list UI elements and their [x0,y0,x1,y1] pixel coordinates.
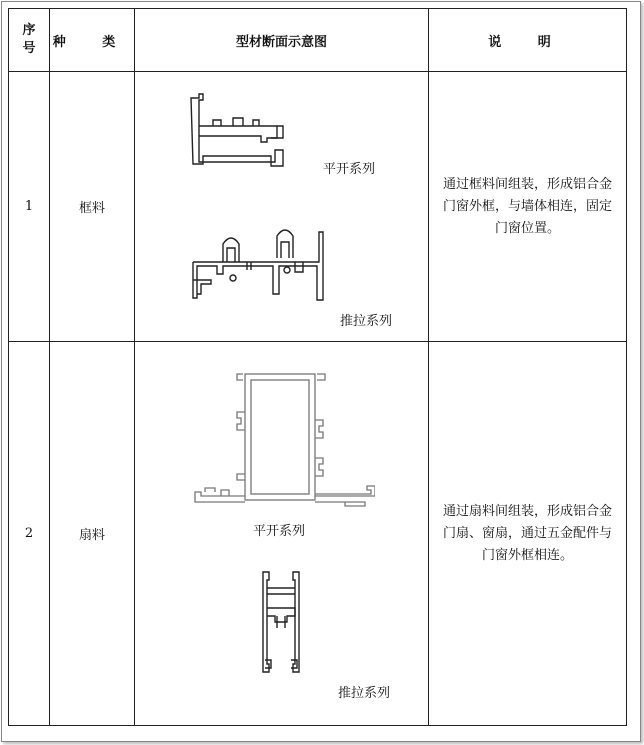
header-seq-line1: 序 [22,23,36,38]
header-row [9,9,627,72]
note-text [429,174,626,240]
row-kind: 框料 [50,72,135,342]
row-diagram [135,342,429,726]
casement-sash-profile [185,362,375,512]
series-label: 平开系列 [323,162,376,177]
row-note [429,72,627,342]
note-text [429,501,626,567]
profile-table [8,8,627,726]
series-label: 推拉系列 [338,686,391,701]
note-line: 门窗外框相连。 [481,547,573,563]
header-diagram: 型材断面示意图 [135,9,429,72]
note-line: 通过框料间组装，形成铝合金 [442,176,612,192]
sliding-sash-profile [259,568,309,678]
note-line: 门窗外框，与墙体相连，固定 [442,198,612,214]
note-line: 门扇、窗扇，通过五金配件与 [442,525,612,541]
table-row [9,342,627,726]
header-seq-line2: 号 [22,41,36,56]
row-seq: 1 [9,72,50,342]
note-line: 通过扇料间组装，形成铝合金 [442,503,612,519]
header-kind: 种 类 [50,9,135,72]
row-seq: 2 [9,342,50,726]
header-seq [9,9,50,72]
casement-frame-profile [187,92,297,168]
series-label: 推拉系列 [340,314,393,329]
header-note: 说 明 [429,9,627,72]
series-label: 平开系列 [253,524,306,539]
note-line: 门窗位置。 [494,220,560,236]
row-kind: 扇料 [50,342,135,726]
table-row [9,72,627,342]
row-diagram [135,72,429,342]
row-note [429,342,627,726]
sliding-frame-profile [187,222,337,302]
